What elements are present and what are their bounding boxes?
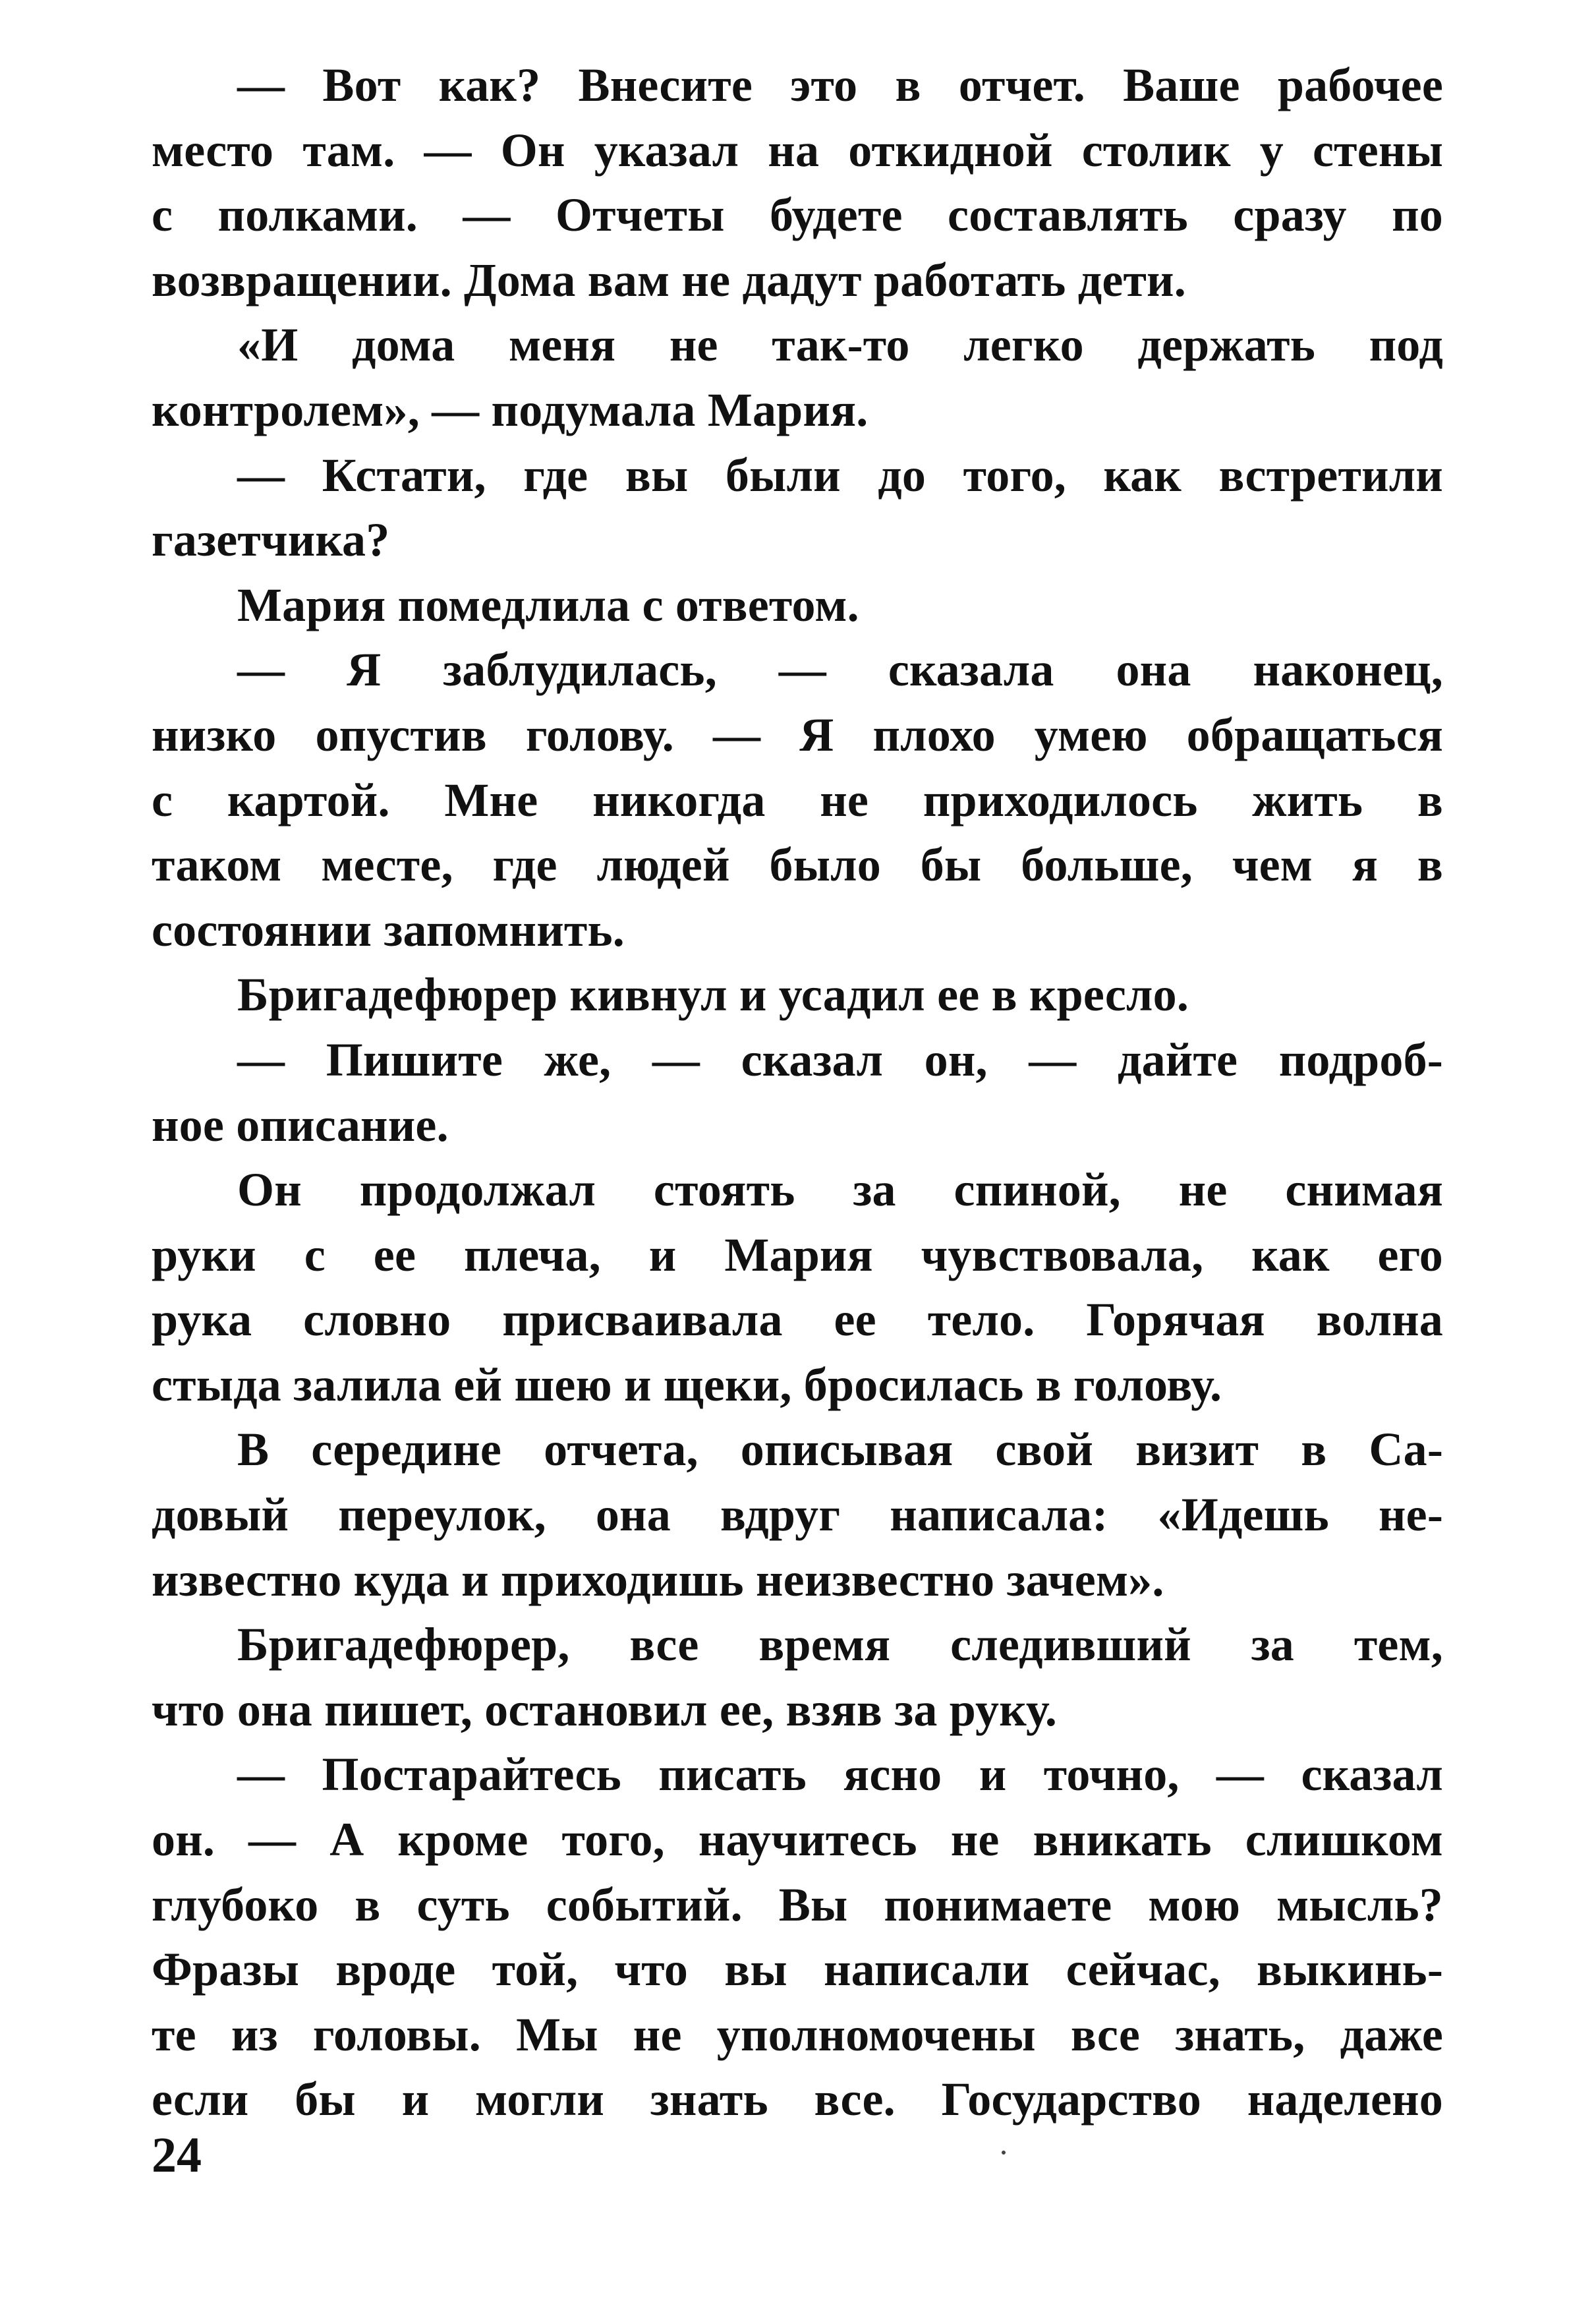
text-line: Мария помедлила с ответом. <box>237 578 859 631</box>
text-line: состоянии запомнить. <box>152 903 625 956</box>
text-line: газетчика? <box>152 513 390 567</box>
text-line: известно куда и приходишь неизвестно зачем». <box>152 1553 1164 1606</box>
text-line: Бригадефюрер, все время следивший за тем, <box>237 1618 1443 1671</box>
text-line: рука словно присваивала ее тело. Горячая волна <box>152 1293 1443 1346</box>
text-line: место там. — Он указал на откидной столик у стены <box>152 123 1443 177</box>
text-line: с полками. — Отчеты будете составлять сразу по <box>152 188 1443 242</box>
text-line: таком месте, где людей было бы больше, чем я в <box>152 838 1443 892</box>
text-line: — Постарайтесь писать ясно и точно, — сказал <box>237 1748 1443 1801</box>
text-line: — Я заблудилась, — сказала она наконец, <box>237 643 1443 697</box>
text-line: возвращении. Дома вам не дадут работать дети. <box>152 253 1186 306</box>
text-line: контролем», — подумала Мария. <box>152 383 869 436</box>
print-speck <box>1002 2151 1006 2155</box>
book-page-text <box>152 53 1443 2132</box>
text-line: низко опустив голову. — Я плохо умею обращаться <box>152 708 1443 761</box>
text-line: ное описание. <box>152 1098 449 1151</box>
text-line: Фразы вроде той, что вы написали сейчас, выкинь- <box>152 1943 1443 1996</box>
text-line: руки с ее плеча, и Мария чувствовала, как его <box>152 1228 1443 1281</box>
text-line: — Кстати, где вы были до того, как встретили <box>237 448 1443 502</box>
text-line: глубоко в суть событий. Вы понимаете мою мысль? <box>152 1878 1443 1931</box>
text-line: «И дома меня не так-то легко держать под <box>237 318 1443 372</box>
text-line: с картой. Мне никогда не приходилось жить в <box>152 773 1443 826</box>
text-line: — Пишите же, — сказал он, — дайте подроб- <box>237 1033 1443 1086</box>
page-number: 24 <box>152 2128 202 2183</box>
text-line: что она пишет, остановил ее, взяв за руку. <box>152 1683 1058 1736</box>
text-line: В середине отчета, описывая свой визит в Са- <box>237 1423 1443 1476</box>
text-line: Он продолжал стоять за спиной, не снимая <box>237 1163 1443 1217</box>
text-line: он. — А кроме того, научитесь не вникать слишком <box>152 1813 1443 1867</box>
text-line: Бригадефюрер кивнул и усадил ее в кресло. <box>237 968 1189 1022</box>
text-line: если бы и могли знать все. Государство наделено <box>152 2073 1443 2126</box>
text-line: довый переулок, она вдруг написала: «Идешь не- <box>152 1488 1443 1542</box>
text-line: — Вот как? Внесите это в отчет. Ваше рабочее <box>237 59 1443 111</box>
text-line: те из головы. Мы не уполномочены все знать, даже <box>152 2008 1443 2061</box>
text-line: стыда залила ей шею и щеки, бросилась в голову. <box>152 1358 1222 1411</box>
